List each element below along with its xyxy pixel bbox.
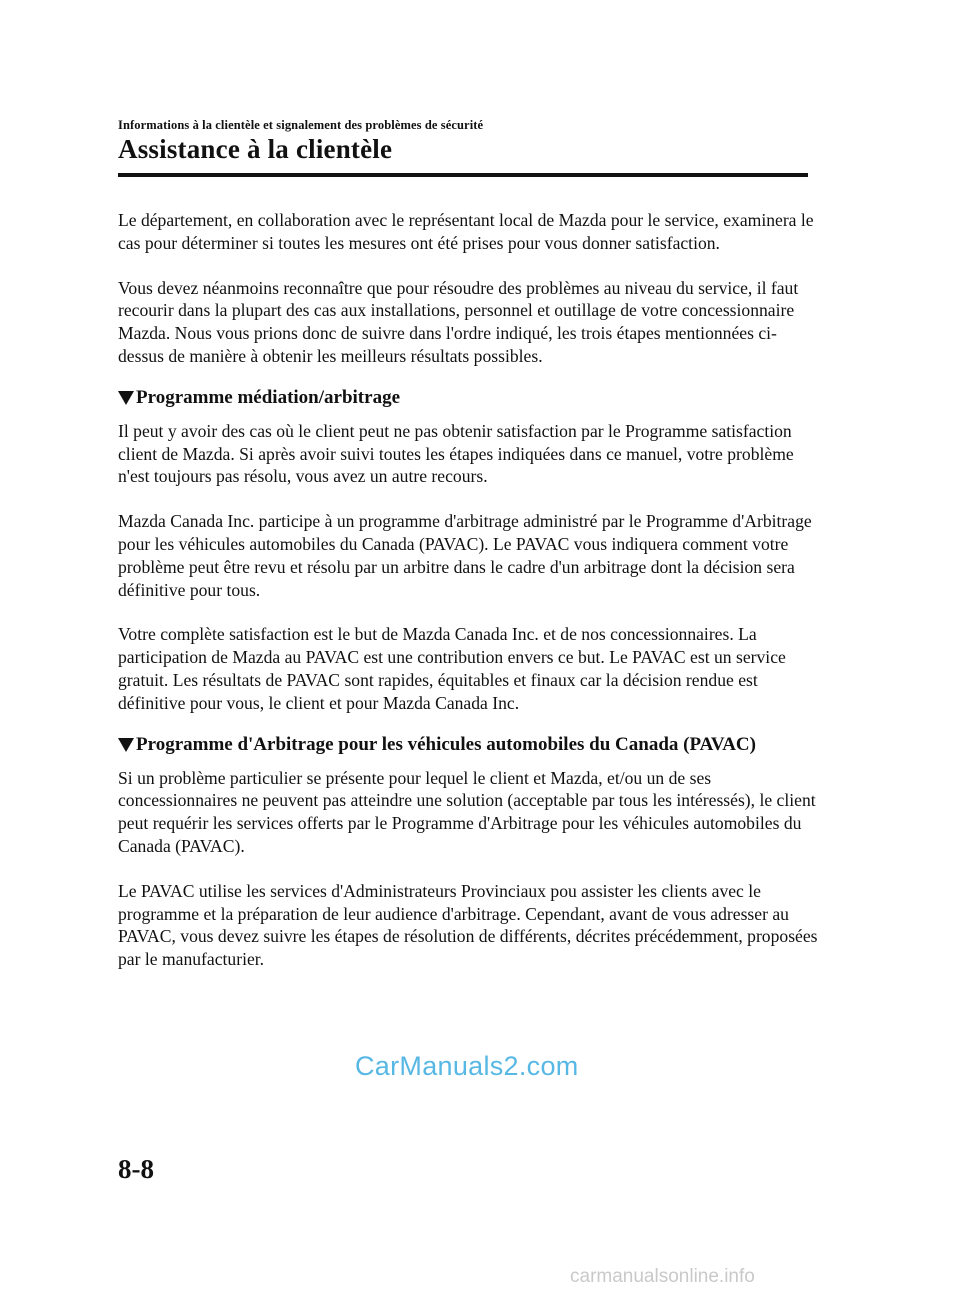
page-title: Assistance à la clientèle xyxy=(118,134,393,164)
footer-watermark: carmanualsonline.info xyxy=(570,1266,755,1287)
section-paragraph: Il peut y avoir des cas où le client peut ne pas obtenir satisfaction par le Programme satisfaction client de Mazda. Si après avoir suivi toutes les étapes indiquées dans ce manuel, votre problème n'est toujours pas résolu, vous avez un autre recours. xyxy=(118,420,794,487)
triangle-down-icon xyxy=(118,391,134,405)
section-heading xyxy=(118,386,818,410)
section-paragraph: Si un problème particulier se présente pour lequel le client et Mazda, et/ou un de ses concessionnaires ne peuvent pas atteindre une solution (acceptable par tous les intéressés), le client peut requérir les services offerts par le Programme d'Arbitrage pour les véhicules automobiles du Canada (PAVAC). xyxy=(118,767,816,856)
section-heading xyxy=(118,733,818,757)
page-number: 8-8 xyxy=(118,1154,154,1184)
intro-paragraph: Vous devez néanmoins reconnaître que pour résoudre des problèmes au niveau du service, il faut recourir dans la plupart des cas aux installations, personnel et outillage de votre concessionnaire Mazda. Nous vous prions donc de suivre dans l'ordre indiqué, les trois étapes mentionnées ci-dessus de manière à obtenir les meilleurs résultats possibles. xyxy=(118,277,799,366)
section-paragraph: Mazda Canada Inc. participe à un programme d'arbitrage administré par le Programme d'Arbitrage pour les véhicules automobiles du Canada (PAVAC). Le PAVAC vous indiquera comment votre problème peut être revu et résolu par un arbitre dans le cadre d'un arbitrage dont la décision sera définitive pour tous. xyxy=(118,511,812,600)
triangle-down-icon xyxy=(118,738,134,752)
section-paragraph: Votre complète satisfaction est le but de Mazda Canada Inc. et de nos concessionnaires. La participation de Mazda au PAVAC est une contribution envers ce but. Le PAVAC est un service gratuit. Les résultats de PAVAC sont rapides, équitables et finaux car la décision rendue est définitive pour vous, le client et pour Mazda Canada Inc. xyxy=(118,624,786,713)
chapter-heading: Informations à la clientèle et signalement des problèmes de sécurité xyxy=(118,118,484,132)
main-content xyxy=(118,209,818,993)
section-heading-text: Programme d'Arbitrage pour les véhicules automobiles du Canada (PAVAC) xyxy=(136,733,756,755)
header-divider xyxy=(118,173,808,177)
section-mediation xyxy=(118,386,818,715)
intro-paragraph: Le département, en collaboration avec le représentant local de Mazda pour le service, examinera le cas pour déterminer si toutes les mesures ont été prises pour vous donner satisfaction. xyxy=(118,210,814,253)
section-pavac xyxy=(118,733,818,971)
section-paragraph: Le PAVAC utilise les services d'Administrateurs Provinciaux pou assister les clients avec le programme et la préparation de leur audience d'arbitrage. Cependant, avant de vous adresser au PAVAC, vous devez suivre les étapes de résolution de différents, décrites précédemment, proposées par le manufacturier. xyxy=(118,880,818,970)
site-watermark: CarManuals2.com xyxy=(355,1051,579,1081)
section-heading-text: Programme médiation/arbitrage xyxy=(136,386,400,408)
